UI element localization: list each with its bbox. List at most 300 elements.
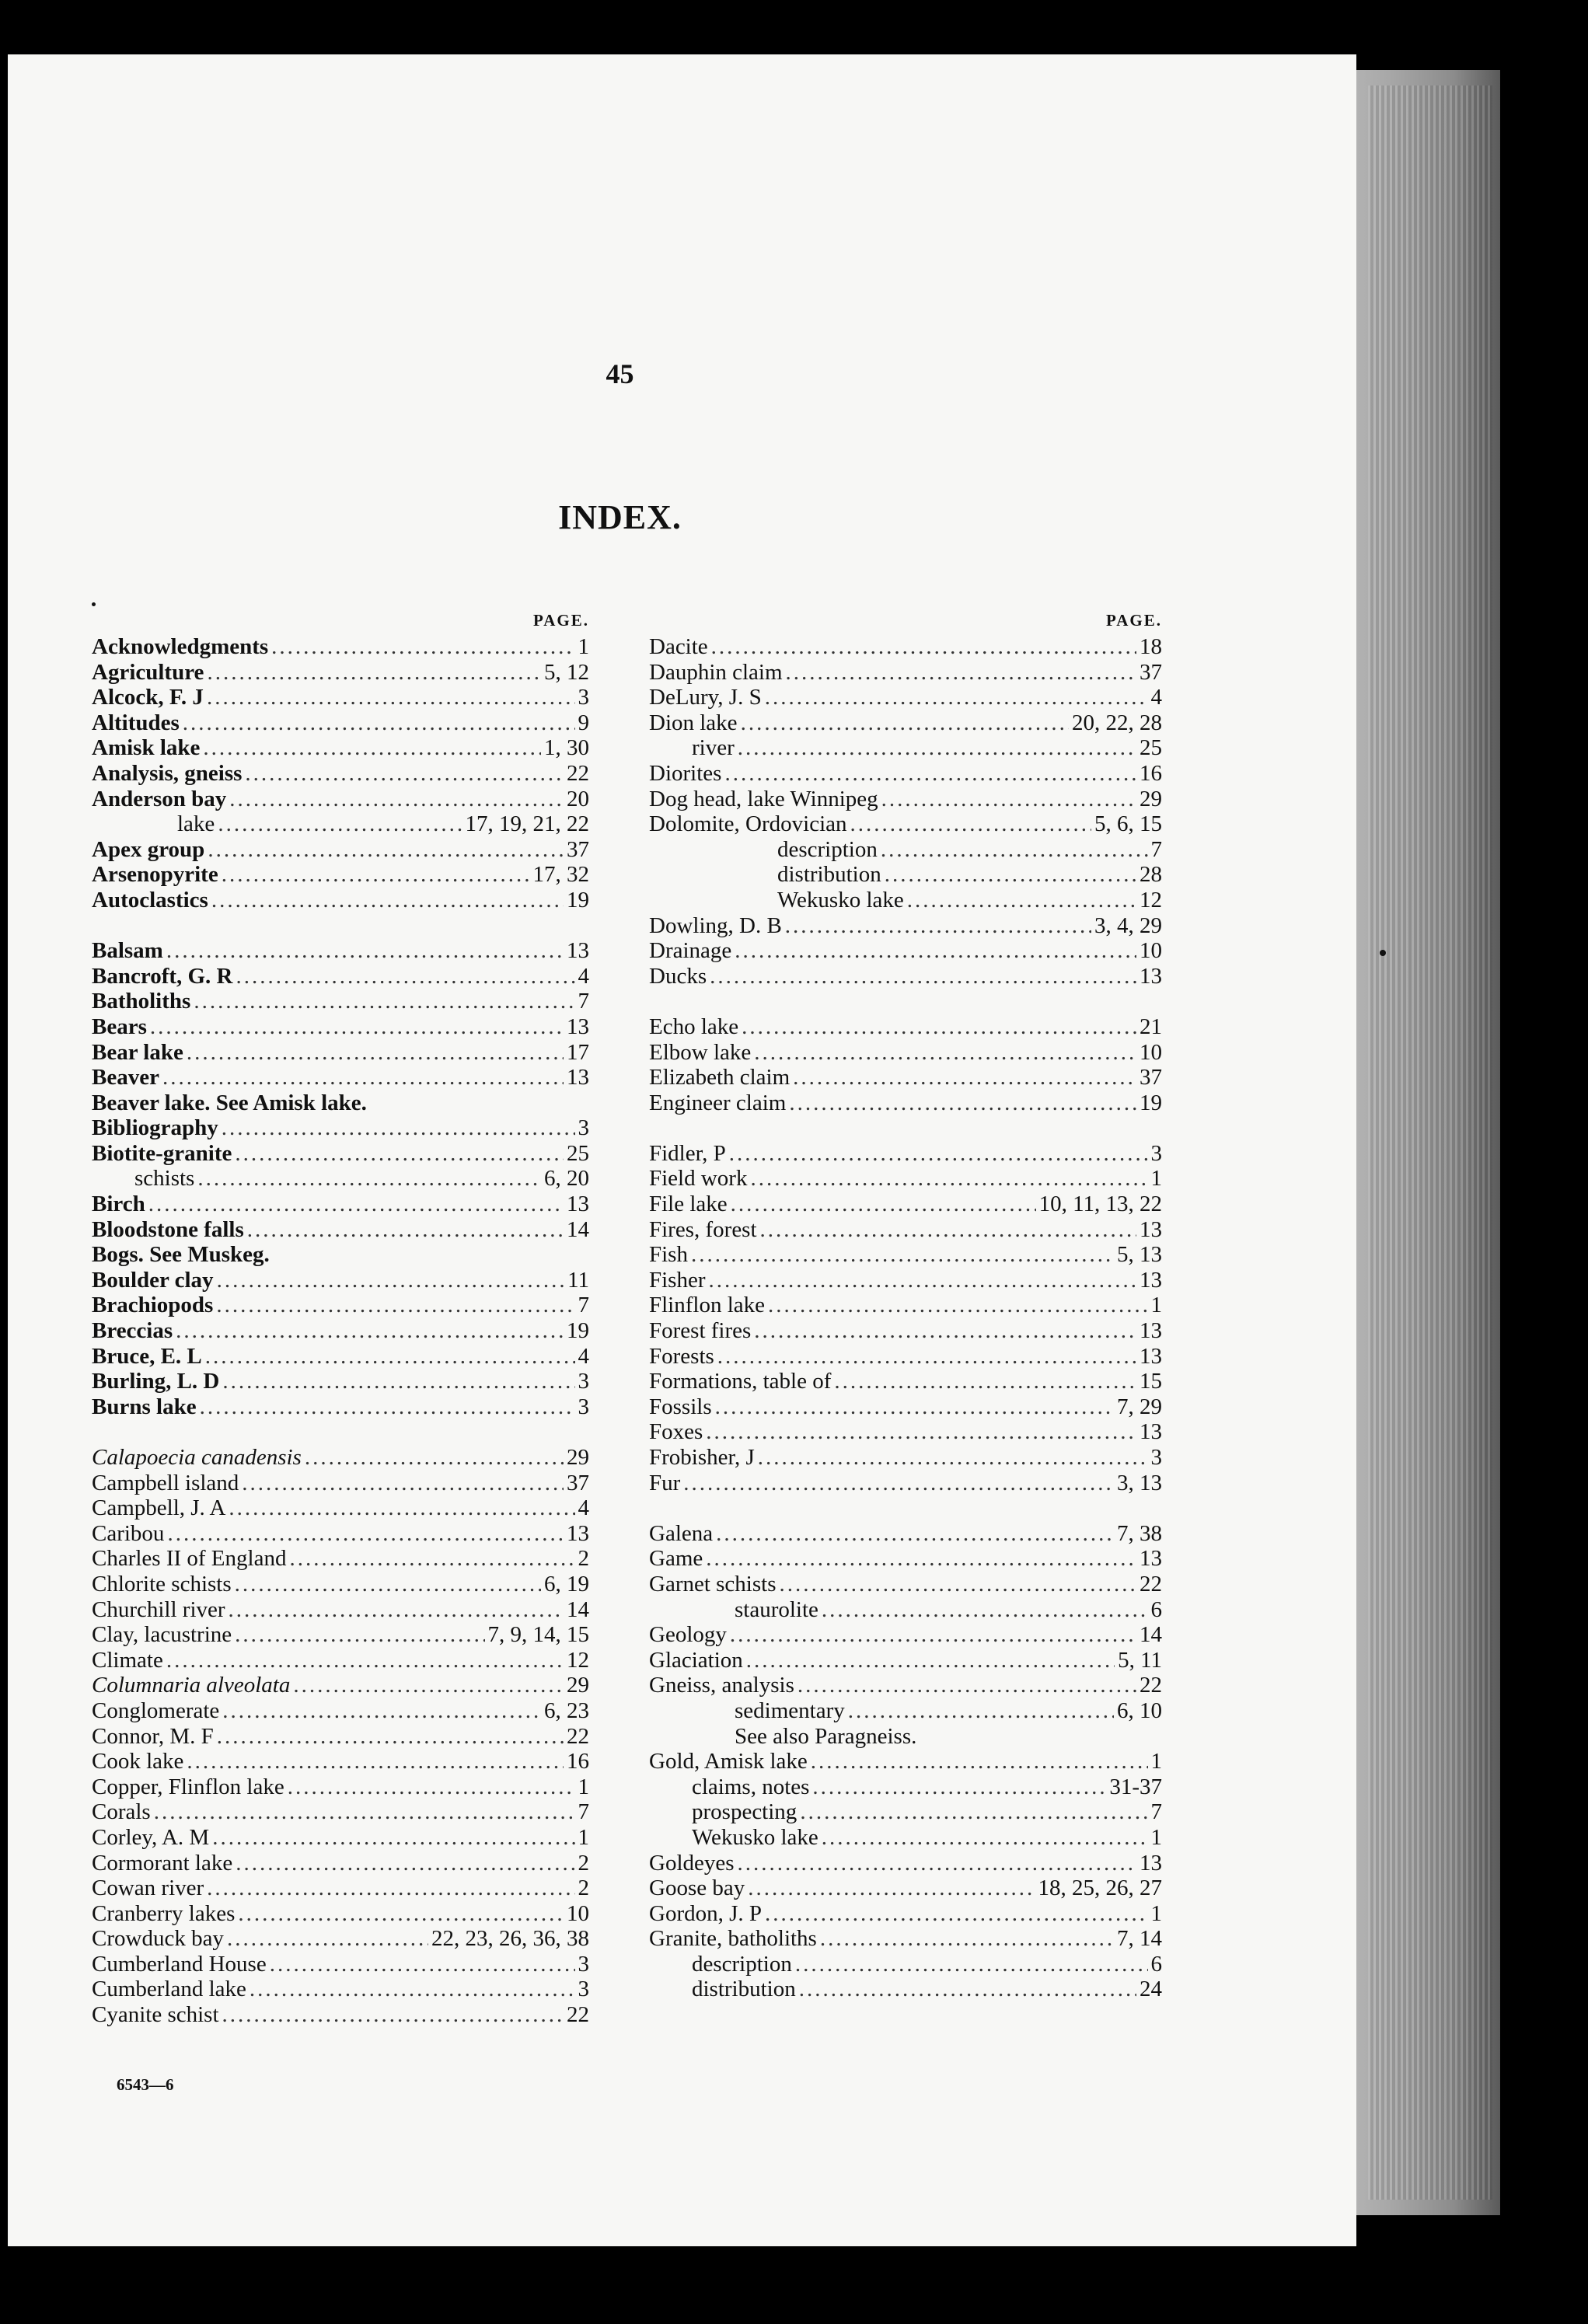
index-page-refs: 4 — [578, 1495, 589, 1521]
index-page-refs: 10 — [567, 1900, 589, 1926]
index-entry — [92, 1673, 589, 1698]
speck — [92, 602, 96, 606]
index-entry — [649, 1546, 1162, 1572]
index-term: File lake — [649, 1192, 728, 1217]
leader-dots — [724, 761, 1136, 787]
index-page-refs: 25 — [1140, 735, 1162, 761]
leader-dots — [758, 1445, 1148, 1471]
index-page-refs: 7 — [1150, 836, 1162, 862]
index-entry — [649, 1014, 1162, 1040]
index-term: Bancroft, G. R — [92, 963, 233, 989]
leader-dots — [222, 1698, 541, 1724]
index-page-refs: 1 — [1150, 1166, 1162, 1192]
leader-dots — [822, 1597, 1148, 1623]
index-term: Amisk lake — [92, 735, 201, 761]
index-term: Burns lake — [92, 1394, 197, 1419]
leader-dots — [288, 1774, 575, 1800]
index-entry — [649, 1774, 1162, 1800]
leader-dots — [218, 811, 462, 837]
index-term: Formations, table of — [649, 1369, 832, 1394]
index-term: Conglomerate — [92, 1698, 220, 1723]
index-entry — [92, 1876, 589, 1901]
leader-dots — [717, 1344, 1136, 1370]
index-page-refs: 12 — [1140, 887, 1162, 913]
leader-dots — [746, 1648, 1115, 1673]
index-page-refs: 5, 12 — [544, 659, 589, 685]
page-number: 45 — [606, 358, 634, 389]
entries-right — [649, 634, 1162, 2002]
index-page-refs: 2 — [578, 1876, 589, 1901]
index-entry — [649, 1825, 1162, 1851]
page-title: INDEX. — [558, 498, 682, 536]
leader-dots — [270, 1952, 575, 1977]
index-column-left — [92, 606, 589, 2028]
index-entry — [649, 1242, 1162, 1268]
leader-dots — [242, 1471, 564, 1496]
leader-dots — [748, 1876, 1035, 1901]
index-entry — [649, 685, 1162, 710]
index-page-refs: 2 — [578, 1850, 589, 1876]
index-term: Wekusko lake — [692, 1824, 818, 1850]
index-page-refs: 1, 30 — [544, 735, 589, 761]
index-term: Beaver — [92, 1065, 159, 1090]
index-term: distribution — [777, 862, 881, 888]
leader-dots — [236, 964, 575, 989]
index-page-refs: 31-37 — [1109, 1774, 1162, 1799]
index-entry — [649, 1622, 1162, 1648]
index-entry — [92, 1901, 589, 1927]
index-page-refs: 3 — [578, 1951, 589, 1977]
index-page-refs: 7, 29 — [1117, 1394, 1162, 1419]
leader-dots — [187, 1040, 564, 1066]
index-page-refs: 16 — [1140, 760, 1162, 786]
index-term: Burling, L. D — [92, 1369, 220, 1394]
leader-dots — [785, 913, 1091, 939]
index-page-refs: 14 — [1140, 1622, 1162, 1648]
index-term: Bear lake — [92, 1039, 183, 1065]
index-group-gap — [649, 1115, 1162, 1141]
leader-dots — [235, 1141, 564, 1167]
index-page-refs: 7, 38 — [1117, 1520, 1162, 1546]
index-term: Acknowledgments — [92, 634, 269, 659]
index-page-refs: 6 — [1150, 1596, 1162, 1622]
index-page-refs: 13 — [1140, 1216, 1162, 1242]
index-term: Forests — [649, 1343, 714, 1369]
index-entry — [649, 1673, 1162, 1698]
leader-dots — [850, 811, 1091, 837]
index-page-refs: 29 — [567, 1673, 589, 1698]
leader-dots — [738, 735, 1136, 761]
index-term: Bears — [92, 1014, 147, 1039]
index-entry — [649, 913, 1162, 939]
index-term: Corals — [92, 1799, 151, 1825]
index-entry — [649, 1268, 1162, 1293]
leader-dots — [229, 1597, 564, 1623]
index-entry — [649, 888, 1162, 913]
index-page-refs: 11 — [567, 1267, 589, 1293]
index-term: Glaciation — [649, 1647, 743, 1673]
index-page-refs: 4 — [578, 963, 589, 989]
index-entry — [92, 1040, 589, 1066]
index-term: Fur — [649, 1470, 681, 1495]
index-page-refs: 6, 19 — [544, 1571, 589, 1596]
index-term: Arsenopyrite — [92, 862, 218, 888]
leader-dots — [683, 1471, 1114, 1496]
index-term: Dowling, D. B — [649, 913, 782, 938]
index-term: Beaver lake. See Amisk lake. — [92, 1090, 367, 1115]
index-term: Dauphin claim — [649, 659, 783, 685]
index-entry — [92, 761, 589, 787]
index-entry — [92, 1318, 589, 1344]
leader-dots — [799, 1977, 1136, 2002]
leader-dots — [217, 1724, 564, 1750]
leader-dots — [211, 888, 564, 913]
leader-dots — [197, 1166, 541, 1192]
index-term: Diorites — [649, 760, 722, 786]
leader-dots — [207, 1876, 574, 1901]
index-term: Geology — [649, 1622, 727, 1648]
index-page-refs: 9 — [578, 710, 589, 735]
index-page-refs: 19 — [567, 1318, 589, 1344]
leader-dots — [235, 1622, 484, 1648]
index-entry — [92, 1293, 589, 1318]
index-page-refs: 3 — [578, 685, 589, 710]
index-page-refs: 1 — [1150, 1900, 1162, 1926]
index-term: Dion lake — [649, 710, 738, 735]
index-term: Ducks — [649, 963, 707, 989]
index-term: Cyanite schist — [92, 2002, 219, 2028]
index-page-refs: 13 — [1140, 1318, 1162, 1344]
leader-dots — [881, 837, 1148, 863]
index-page-refs: 21 — [1140, 1014, 1162, 1039]
leader-dots — [271, 634, 574, 660]
index-term: description — [777, 836, 878, 862]
index-page-refs: 14 — [567, 1596, 589, 1622]
index-page-refs: 3 — [578, 1369, 589, 1394]
leader-dots — [250, 1977, 575, 2002]
leader-dots — [203, 735, 541, 761]
index-page-refs: 20, 22, 28 — [1072, 710, 1162, 735]
index-page-refs: 22 — [567, 1723, 589, 1749]
index-entry — [92, 1369, 589, 1394]
index-term: lake — [177, 811, 215, 837]
index-entry — [649, 1749, 1162, 1774]
index-entry — [92, 1977, 589, 2002]
index-term: Apex group — [92, 836, 205, 862]
leader-dots — [217, 1268, 565, 1293]
index-entry — [92, 735, 589, 761]
index-term: Agriculture — [92, 659, 204, 685]
leader-dots — [194, 989, 574, 1014]
index-entry — [649, 735, 1162, 761]
index-page-refs: 37 — [1140, 1065, 1162, 1090]
index-term: Bruce, E. L — [92, 1343, 202, 1369]
leader-dots — [881, 787, 1136, 812]
index-entry — [649, 1952, 1162, 1977]
leader-dots — [216, 1293, 574, 1318]
index-term: Dacite — [649, 634, 708, 659]
index-term: Churchill river — [92, 1596, 225, 1622]
index-term: Galena — [649, 1520, 714, 1546]
index-page-refs: 22 — [1140, 1673, 1162, 1698]
index-entry — [92, 2002, 589, 2028]
index-entry — [92, 1749, 589, 1774]
leader-dots — [729, 1141, 1148, 1167]
index-page-refs: 16 — [567, 1749, 589, 1774]
index-entry — [649, 837, 1162, 863]
index-entry — [649, 1217, 1162, 1243]
index-term: Autoclastics — [92, 887, 208, 913]
index-term: Campbell island — [92, 1470, 239, 1495]
index-entry — [92, 888, 589, 913]
index-term: Cranberry lakes — [92, 1900, 236, 1926]
index-page-refs: 13 — [567, 1014, 589, 1039]
leader-dots — [150, 1014, 564, 1040]
index-term: Game — [649, 1546, 703, 1572]
index-entry — [92, 710, 589, 736]
index-term: claims, notes — [692, 1774, 810, 1799]
index-page-refs: 10 — [1140, 1039, 1162, 1065]
leader-dots — [765, 685, 1148, 710]
leader-dots — [212, 1825, 574, 1851]
leader-dots — [730, 1622, 1136, 1648]
index-entry — [649, 710, 1162, 736]
index-term: Fisher — [649, 1267, 706, 1293]
index-page-refs: 18, 25, 26, 27 — [1038, 1876, 1162, 1901]
index-entry — [649, 811, 1162, 837]
index-page-refs: 29 — [1140, 786, 1162, 811]
index-term: Fish — [649, 1242, 688, 1268]
index-page-refs: 10, 11, 13, 22 — [1038, 1192, 1162, 1217]
index-entry — [649, 1851, 1162, 1876]
index-term: Gold, Amisk lake — [649, 1749, 808, 1774]
index-term: Forest fires — [649, 1318, 752, 1344]
index-page-refs: 6, 23 — [544, 1698, 589, 1723]
index-page-refs: 6, 20 — [544, 1166, 589, 1192]
leader-dots — [148, 1192, 564, 1217]
index-term: Field work — [649, 1166, 748, 1192]
index-page-refs: 37 — [567, 1470, 589, 1495]
index-term: river — [692, 735, 735, 761]
leader-dots — [247, 1217, 564, 1243]
index-term: Bloodstone falls — [92, 1216, 244, 1242]
index-entry — [92, 1115, 589, 1141]
index-page-refs: 3 — [578, 1977, 589, 2002]
index-term: distribution — [692, 1977, 796, 2002]
index-entry — [649, 1293, 1162, 1318]
leader-dots — [236, 1851, 574, 1876]
index-term: DeLury, J. S — [649, 685, 762, 710]
signature-mark: 6543—6 — [117, 2075, 174, 2094]
index-entry — [649, 1876, 1162, 1901]
index-page-refs: 13 — [1140, 1546, 1162, 1572]
column-header-left: PAGE. — [532, 611, 589, 630]
index-term: Cowan river — [92, 1876, 204, 1901]
index-entry — [92, 1851, 589, 1876]
index-page-refs: 1 — [1150, 1293, 1162, 1318]
leader-dots — [176, 1318, 564, 1344]
index-entry — [92, 964, 589, 989]
index-page-refs: 13 — [567, 1192, 589, 1217]
index-term: Batholiths — [92, 989, 191, 1014]
index-page-refs: 13 — [567, 938, 589, 964]
leader-dots — [706, 1419, 1136, 1445]
index-term: See also Paragneiss. — [735, 1723, 917, 1749]
index-entry — [92, 1825, 589, 1851]
leader-dots — [812, 1774, 1106, 1800]
leader-dots — [834, 1369, 1136, 1394]
index-page-refs: 3 — [1150, 1140, 1162, 1166]
leader-dots — [289, 1546, 574, 1572]
index-entry — [92, 1471, 589, 1496]
leader-dots — [166, 938, 564, 964]
index-page-refs: 10 — [1140, 938, 1162, 964]
index-term: Wekusko lake — [777, 887, 904, 913]
leader-dots — [187, 1749, 564, 1774]
index-page-refs: 37 — [1140, 659, 1162, 685]
leader-dots — [207, 660, 541, 686]
leader-dots — [786, 660, 1136, 686]
index-entry — [649, 1318, 1162, 1344]
leader-dots — [731, 1192, 1036, 1217]
index-entry — [92, 1698, 589, 1724]
index-entry — [92, 1141, 589, 1167]
index-page-refs: 3, 4, 29 — [1094, 913, 1162, 938]
leader-dots — [754, 1318, 1136, 1344]
index-term: Caribou — [92, 1520, 165, 1546]
leader-dots — [208, 837, 564, 863]
index-page-refs: 7, 14 — [1117, 1926, 1162, 1952]
index-term: Boulder clay — [92, 1267, 214, 1293]
index-page-refs: 15 — [1140, 1369, 1162, 1394]
index-entry — [92, 787, 589, 812]
index-entry — [649, 1648, 1162, 1673]
index-page-refs: 13 — [1140, 1850, 1162, 1876]
index-entry — [649, 964, 1162, 989]
index-page-refs: 3, 13 — [1117, 1470, 1162, 1495]
index-entry — [649, 1926, 1162, 1952]
leader-dots — [768, 1293, 1147, 1318]
leader-dots — [760, 1217, 1136, 1243]
index-term: Breccias — [92, 1318, 173, 1344]
index-term: Flinflon lake — [649, 1293, 766, 1318]
index-term: Balsam — [92, 938, 163, 964]
leader-dots — [742, 1014, 1136, 1040]
index-entry — [92, 1648, 589, 1673]
index-term: Columnaria alveolata — [92, 1673, 291, 1698]
leader-dots — [789, 1090, 1136, 1116]
leader-dots — [166, 1648, 564, 1673]
index-term: Crowduck bay — [92, 1926, 224, 1952]
index-term: Brachiopods — [92, 1293, 214, 1318]
leader-dots — [735, 938, 1136, 964]
index-page-refs: 13 — [1140, 1343, 1162, 1369]
index-term: Clay, lacustrine — [92, 1622, 232, 1648]
leader-dots — [715, 1394, 1114, 1420]
index-group-gap — [649, 989, 1162, 1014]
index-page-refs: 13 — [1140, 1267, 1162, 1293]
index-page-refs: 18 — [1140, 634, 1162, 659]
index-page-refs: 1 — [578, 1774, 589, 1799]
back-page-texture — [1368, 85, 1492, 2200]
index-term: Fossils — [649, 1394, 712, 1419]
index-term: Dog head, lake Winnipeg — [649, 786, 878, 811]
index-entry — [92, 811, 589, 837]
index-page-refs: 19 — [567, 887, 589, 913]
index-term: Campbell, J. A — [92, 1495, 226, 1521]
index-entry — [92, 1774, 589, 1800]
index-page-refs: 2 — [578, 1546, 589, 1572]
leader-dots — [162, 1065, 564, 1090]
index-term: Cormorant lake — [92, 1850, 233, 1876]
index-term: Birch — [92, 1192, 145, 1217]
index-entry — [92, 1090, 589, 1116]
leader-dots — [793, 1065, 1136, 1090]
leader-dots — [238, 1901, 564, 1927]
leader-dots — [235, 1572, 541, 1597]
leader-dots — [200, 1394, 575, 1420]
index-entry — [649, 634, 1162, 660]
index-entry — [649, 761, 1162, 787]
index-entry — [92, 1344, 589, 1370]
index-entry — [649, 1724, 1162, 1750]
leader-dots — [183, 710, 575, 736]
index-entry — [92, 660, 589, 686]
index-term: Analysis, gneiss — [92, 760, 243, 786]
index-page-refs: 1 — [578, 1824, 589, 1850]
index-term: Biotite-granite — [92, 1140, 232, 1166]
index-page-refs: 1 — [1150, 1824, 1162, 1850]
index-page-refs: 7, 9, 14, 15 — [487, 1622, 589, 1648]
index-page-refs: 13 — [1140, 963, 1162, 989]
index-page-refs: 22 — [567, 760, 589, 786]
index-entry — [92, 685, 589, 710]
leader-dots — [741, 710, 1069, 736]
column-header-right: PAGE. — [1105, 611, 1162, 630]
index-entry — [649, 1065, 1162, 1090]
index-entry — [649, 1901, 1162, 1927]
leader-dots — [205, 1344, 575, 1370]
index-entry — [649, 1977, 1162, 2002]
index-entry — [649, 1394, 1162, 1420]
index-page-refs: 22, 23, 26, 36, 38 — [431, 1926, 589, 1952]
index-entry — [649, 1597, 1162, 1623]
index-entry — [92, 1926, 589, 1952]
index-page-refs: 14 — [567, 1216, 589, 1242]
index-group-gap — [92, 913, 589, 939]
index-term: Bibliography — [92, 1115, 218, 1141]
index-page-refs: 22 — [1140, 1571, 1162, 1596]
index-term: Fidler, P — [649, 1140, 726, 1166]
leader-dots — [245, 761, 564, 787]
index-term: schists — [134, 1166, 195, 1192]
index-term: staurolite — [735, 1596, 818, 1622]
index-term: Copper, Flinflon lake — [92, 1774, 284, 1799]
index-page-refs: 6 — [1150, 1951, 1162, 1977]
leader-dots — [222, 2002, 564, 2028]
index-page-refs: 24 — [1140, 1977, 1162, 2002]
index-page-refs: 3 — [1150, 1445, 1162, 1470]
index-term: Fires, forest — [649, 1216, 757, 1242]
leader-dots — [691, 1242, 1114, 1268]
index-entry — [92, 1521, 589, 1547]
index-group-gap — [649, 1495, 1162, 1521]
index-term: description — [692, 1951, 792, 1977]
index-page-refs: 7 — [578, 989, 589, 1014]
leader-dots — [222, 1115, 575, 1141]
index-page-refs: 1 — [578, 634, 589, 659]
index-term: Engineer claim — [649, 1090, 787, 1115]
